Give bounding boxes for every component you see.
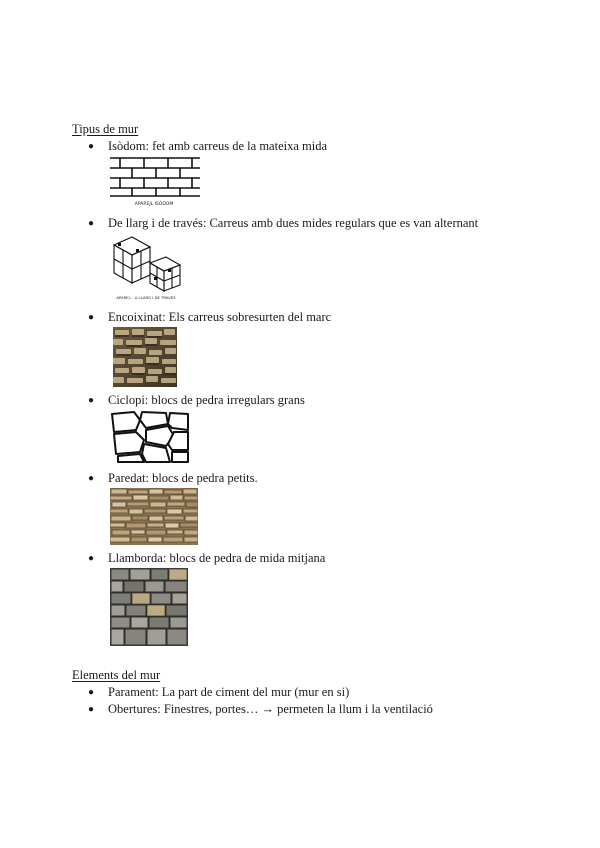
list-item-isodom [88, 139, 327, 154]
list-item-de-llarg-i-de-traves [88, 216, 478, 231]
list-item-label: Paredat: blocs de pedra petits. [108, 471, 258, 485]
llarg-traves-image-caption: APAREJ… A LLARG I DE TRAVÉS [116, 295, 176, 300]
list-item-ciclopi [88, 393, 305, 408]
ciclopi-wall-image [110, 410, 190, 464]
list-item-label: Isòdom: fet amb carreus de la mateixa mida [108, 139, 328, 153]
bullet: ● [88, 395, 95, 406]
encoixinat-wall-photo [113, 327, 177, 387]
list-item-label: Llamborda: blocs de pedra de mida mitjana [108, 551, 326, 565]
list-item-llamborda [88, 551, 325, 566]
bullet: ● [88, 473, 95, 484]
bullet: ● [88, 218, 95, 229]
list-item-label: De llarg i de través: Carreus amb dues mides regulars que es van alternant [108, 216, 479, 230]
list-item-label: Encoixinat: Els carreus sobresurten del marc [108, 310, 332, 324]
list-item-label: Obertures: Finestres, portes… → permeten la llum i la ventilació [108, 702, 433, 716]
bullet: ● [88, 141, 95, 152]
list-item-obertures [88, 702, 433, 717]
bullet: ● [88, 553, 95, 564]
list-item-label: Parament: La part de ciment del mur (mur en si) [108, 685, 350, 699]
bullet: ● [88, 704, 95, 715]
list-item-parament [88, 685, 349, 700]
bullet: ● [88, 687, 95, 698]
isodom-wall-image [110, 156, 200, 208]
section-heading-tipus-de-mur: Tipus de mur [72, 122, 139, 136]
list-item-label: Ciclopi: blocs de pedra irregulars grans [108, 393, 305, 407]
llamborda-wall-photo [110, 568, 188, 646]
isodom-image-caption: APAREJL ISÒDOM [134, 202, 174, 207]
bullet: ● [88, 312, 95, 323]
list-item-encoixinat [88, 310, 331, 325]
paredat-wall-photo [110, 488, 198, 545]
llarg-traves-wall-image [110, 233, 182, 303]
section-heading-elements-del-mur: Elements del mur [72, 668, 161, 682]
list-item-paredat [88, 471, 258, 486]
